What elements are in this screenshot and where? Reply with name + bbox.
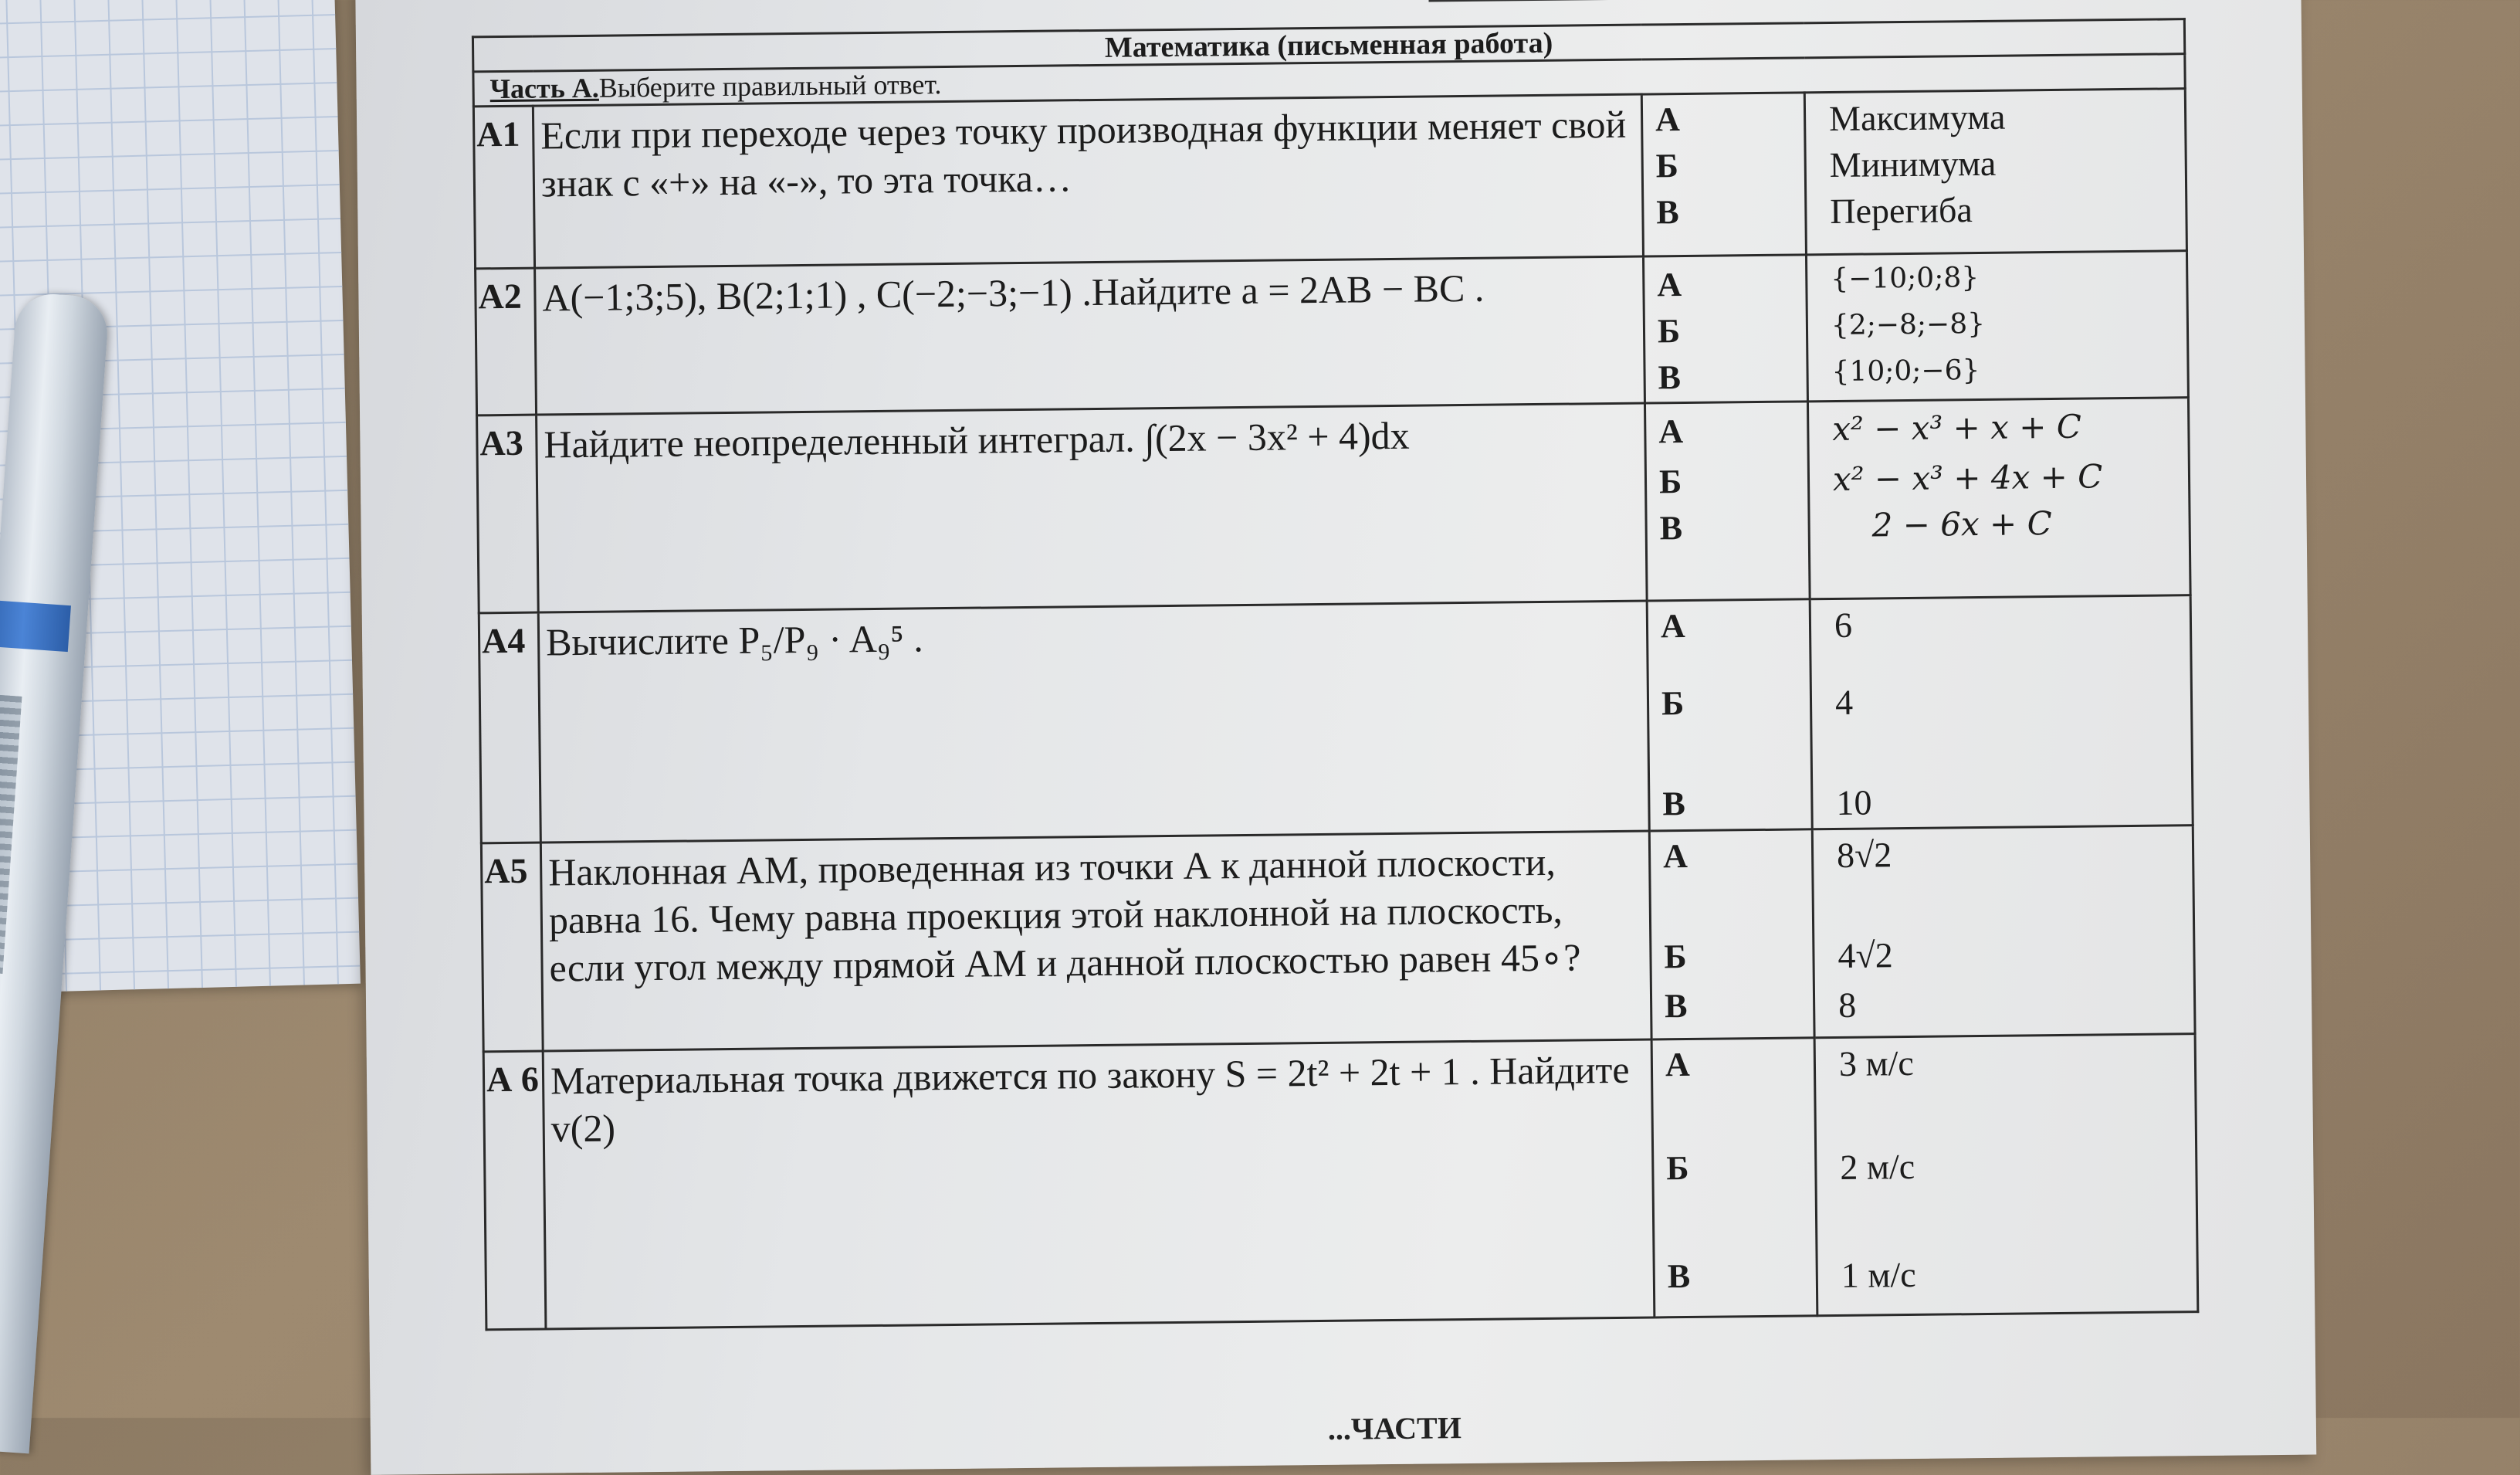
question-number: А5 (481, 843, 543, 1052)
question-text: Если при переходе через точку производная функции меняет свой знак с «+» на «-», то эта точка… (533, 94, 1643, 268)
option-text: Максимума (1828, 97, 2006, 139)
question-number: А3 (477, 415, 539, 613)
option-text: {10;0;−6} (1831, 354, 1980, 388)
option-text: Перегиба (1830, 190, 1973, 232)
question-text: Найдите неопределенный интеграл. ∫(2x − 3x² + 4)dx (537, 403, 1648, 612)
option-text: {−10;0;8} (1831, 261, 1980, 296)
option-letter: В (1662, 785, 1686, 823)
option-letter: А (1665, 1045, 1690, 1084)
option-letter: Б (1664, 938, 1687, 976)
answer-options (1814, 1034, 2198, 1316)
question-number: А2 (476, 268, 537, 415)
part-instruction: Выберите правильный ответ. (598, 69, 942, 103)
part-label: Часть А. (489, 72, 599, 105)
question-text: Вычислите P₅/P₉ · A₉⁵ . (538, 601, 1649, 843)
question-row (481, 826, 2195, 1052)
question-row (476, 251, 2189, 415)
option-letter: А (1660, 607, 1686, 646)
answer-letters (1649, 829, 1814, 1039)
question-row (477, 398, 2191, 613)
answer-options (1810, 595, 2193, 829)
option-letter: Б (1657, 312, 1681, 351)
option-text: 4√2 (1838, 935, 1893, 975)
option-text: 10 (1836, 782, 1872, 822)
option-letter: Б (1658, 463, 1682, 501)
option-text: 6 (1834, 605, 1853, 645)
answer-options (1807, 398, 2190, 599)
answer-letters (1651, 1038, 1817, 1317)
sheet-title: Математика (письменная работа) (472, 19, 2184, 72)
answer-options (1804, 89, 2186, 255)
option-letter: В (1659, 509, 1683, 548)
question-number: А 6 (483, 1051, 546, 1330)
question-text: Наклонная АМ, проведенная из точки А к данной плоскости, равна 16. Чему равна проекция этой наклонной на плоскость, если угол между прямой АМ и данной плоскостью равен 45∘? (540, 831, 1651, 1051)
question-text: A(−1;3;5), B(2;1;1) , C(−2;−3;−1) .Найдите a = 2AB − BC . (535, 256, 1645, 415)
option-letter: В (1658, 358, 1682, 397)
option-letter: В (1664, 987, 1688, 1026)
footer-fragment: ...ЧАСТИ (1327, 1410, 1462, 1446)
option-letter: Б (1655, 147, 1679, 185)
answer-letters (1647, 599, 1812, 831)
option-letter: В (1667, 1256, 1691, 1296)
option-letter: В (1656, 193, 1680, 232)
option-text: 8√2 (1836, 835, 1892, 875)
test-sheet (355, 0, 2316, 1475)
question-number: А1 (473, 106, 534, 269)
option-letter: А (1657, 266, 1682, 304)
option-letter: А (1658, 412, 1684, 451)
answer-letters (1644, 402, 1810, 601)
answer-letters (1643, 255, 1807, 403)
option-letter: Б (1666, 1148, 1689, 1188)
option-letter: А (1662, 836, 1688, 876)
option-text: 2 − 6x + C (1871, 504, 2052, 544)
pen-band (0, 599, 71, 652)
answer-options (1806, 251, 2188, 402)
option-text: Минимума (1829, 143, 1997, 185)
answer-options (1812, 826, 2195, 1038)
question-text: Материальная точка движется по закону S = 2t² + 2t + 1 . Найдите v(2) (543, 1039, 1655, 1329)
top-stub-cell (1428, 0, 1665, 2)
option-text: {2;−8;−8} (1831, 307, 1986, 342)
option-text: 1 м/с (1841, 1254, 1916, 1295)
test-table (472, 18, 2199, 1331)
question-row (479, 595, 2193, 843)
option-letter: Б (1661, 684, 1685, 723)
option-text: 8 (1838, 985, 1857, 1025)
option-text: x² − x³ + x + C (1832, 407, 2082, 448)
option-text: 2 м/с (1840, 1146, 1915, 1187)
question-row (483, 1034, 2198, 1330)
option-letter: А (1655, 100, 1681, 139)
question-number: А4 (479, 612, 540, 843)
answer-letters (1641, 93, 1806, 256)
option-text: 4 (1834, 682, 1854, 722)
question-row (473, 89, 2186, 269)
option-text: 3 м/с (1838, 1043, 1915, 1083)
option-text: x² − x³ + 4x + C (1832, 457, 2103, 498)
